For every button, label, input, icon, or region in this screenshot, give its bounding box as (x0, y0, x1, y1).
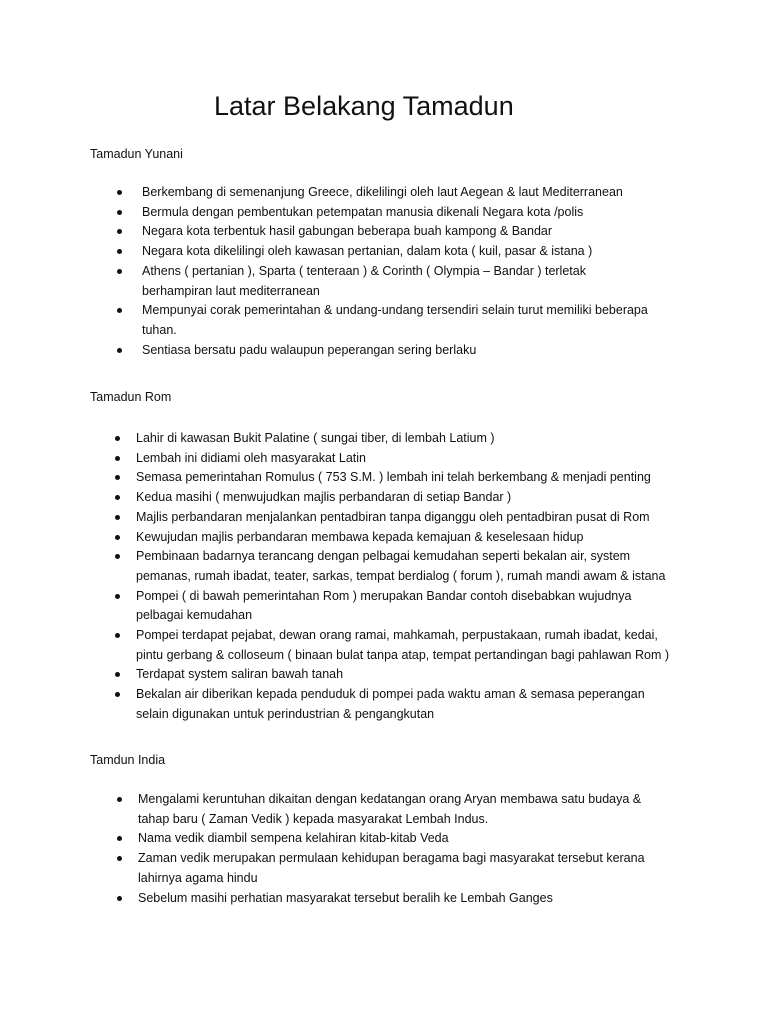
list-item (90, 222, 710, 242)
bullet-icon (117, 210, 122, 215)
bullet-icon (115, 515, 120, 520)
list-item-text: Athens ( pertanian ), Sparta ( tenteraan ) & Corinth ( Olympia – Bandar ) terletak berhampiran laut mediterranean (142, 263, 586, 298)
list-item-text: Pompei terdapat pejabat, dewan orang ramai, mahkamah, perpustakaan, rumah ibadat, kedai, pintu gerbang & colloseum ( binaan bulat tanpa atap, tempat pertandingan bagi pahlawan Rom ) (136, 628, 669, 662)
list-item (90, 829, 710, 849)
bullet-icon (117, 229, 122, 234)
bullet-list (90, 429, 710, 725)
section-tamadun-india (90, 752, 710, 908)
list-item (90, 262, 710, 301)
list-item (90, 889, 710, 909)
list-item-text: Pompei ( di bawah pemerintahan Rom ) merupakan Bandar contoh disebabkan wujudnya pelbagai kemudahan (136, 588, 632, 623)
bullet-icon (115, 456, 120, 461)
list-item (90, 468, 710, 488)
bullet-icon (117, 269, 122, 274)
list-item-text: Lembah ini didiami oleh masyarakat Latin (136, 450, 366, 465)
list-item (90, 528, 710, 548)
list-item-text: Negara kota dikelilingi oleh kawasan pertanian, dalam kota ( kuil, pasar & istana ) (142, 244, 593, 259)
section-tamadun-rom (90, 389, 710, 725)
list-item (90, 849, 710, 888)
bullet-icon (117, 896, 122, 901)
bullet-icon (115, 672, 120, 677)
bullet-icon (115, 475, 120, 480)
bullet-icon (115, 436, 120, 441)
bullet-icon (117, 348, 122, 353)
section-heading: Tamadun Rom (90, 390, 172, 404)
list-item-text: Mengalami keruntuhan dikaitan dengan kedatangan orang Aryan membawa satu budaya & tahap baru ( Zaman Vedik ) kepada masyarakat Lembah Indus. (138, 792, 642, 826)
bullet-icon (117, 249, 122, 254)
list-item-text: Terdapat system saliran bawah tanah (136, 667, 344, 682)
list-item (90, 429, 710, 449)
list-item-text: Kedua masihi ( menwujudkan majlis perbandaran di setiap Bandar ) (136, 490, 512, 505)
bullet-icon (117, 836, 122, 841)
bullet-list (90, 183, 710, 360)
list-item (90, 341, 710, 361)
section-heading: Tamadun Yunani (90, 147, 183, 161)
list-item-text: Berkembang di semenanjung Greece, dikelilingi oleh laut Aegean & laut Mediterranean (142, 185, 623, 199)
bullet-list (90, 790, 710, 908)
list-item-text: Sentiasa bersatu padu walaupun peperangan sering berlaku (142, 342, 477, 357)
bullet-icon (117, 190, 122, 195)
list-item (90, 587, 710, 626)
section-tamadun-yunani (90, 146, 710, 360)
list-item (90, 685, 710, 724)
list-item (90, 449, 710, 469)
list-item-text: Bermula dengan pembentukan petempatan manusia dikenali Negara kota /polis (142, 204, 584, 219)
list-item-text: Bekalan air diberikan kepada penduduk di pompei pada waktu aman & semasa peperangan selain digunakan untuk perindustrian & pengangkutan (136, 687, 645, 721)
list-item-text: Zaman vedik merupakan permulaan kehidupan beragama bagi masyarakat tersebut kerana lahirnya agama hindu (138, 851, 645, 885)
list-item (90, 665, 710, 685)
list-item (90, 626, 710, 665)
section-heading: Tamdun India (90, 753, 166, 767)
list-item (90, 508, 710, 528)
list-item (90, 203, 710, 223)
bullet-icon (115, 633, 120, 638)
list-item (90, 183, 710, 203)
bullet-icon (115, 594, 120, 599)
bullet-icon (115, 692, 120, 697)
list-item-text: Kewujudan majlis perbandaran membawa kepada kemajuan & keselesaan hidup (136, 529, 584, 544)
list-item-text: Negara kota terbentuk hasil gabungan beberapa buah kampong & Bandar (142, 224, 553, 239)
list-item-text: Semasa pemerintahan Romulus ( 753 S.M. ) lembah ini telah berkembang & menjadi penting (136, 470, 651, 485)
bullet-icon (115, 554, 120, 559)
list-item-text: Lahir di kawasan Bukit Palatine ( sungai tiber, di lembah Latium ) (136, 431, 495, 445)
list-item (90, 547, 710, 586)
list-item-text: Sebelum masihi perhatian masyarakat tersebut beralih ke Lembah Ganges (138, 890, 553, 905)
list-item (90, 488, 710, 508)
list-item (90, 790, 710, 829)
bullet-icon (115, 535, 120, 540)
bullet-icon (117, 797, 122, 802)
bullet-icon (115, 495, 120, 500)
list-item (90, 301, 710, 340)
page-title: Latar Belakang Tamadun (214, 91, 514, 121)
bullet-icon (117, 856, 122, 861)
list-item (90, 242, 710, 262)
list-item-text: Majlis perbandaran menjalankan pentadbiran tanpa diganggu oleh pentadbiran pusat di Rom (136, 509, 650, 524)
list-item-text: Nama vedik diambil sempena kelahiran kitab-kitab Veda (138, 831, 449, 846)
list-item-text: Pembinaan badarnya terancang dengan pelbagai kemudahan seperti bekalan air, system pemanas, rumah ibadat, teater, sarkas, tempat berdialog ( forum ), rumah mandi awam & istana (136, 549, 666, 583)
bullet-icon (117, 308, 122, 313)
list-item-text: Mempunyai corak pemerintahan & undang-undang tersendiri selain turut memiliki beberapa tuhan. (142, 303, 648, 337)
